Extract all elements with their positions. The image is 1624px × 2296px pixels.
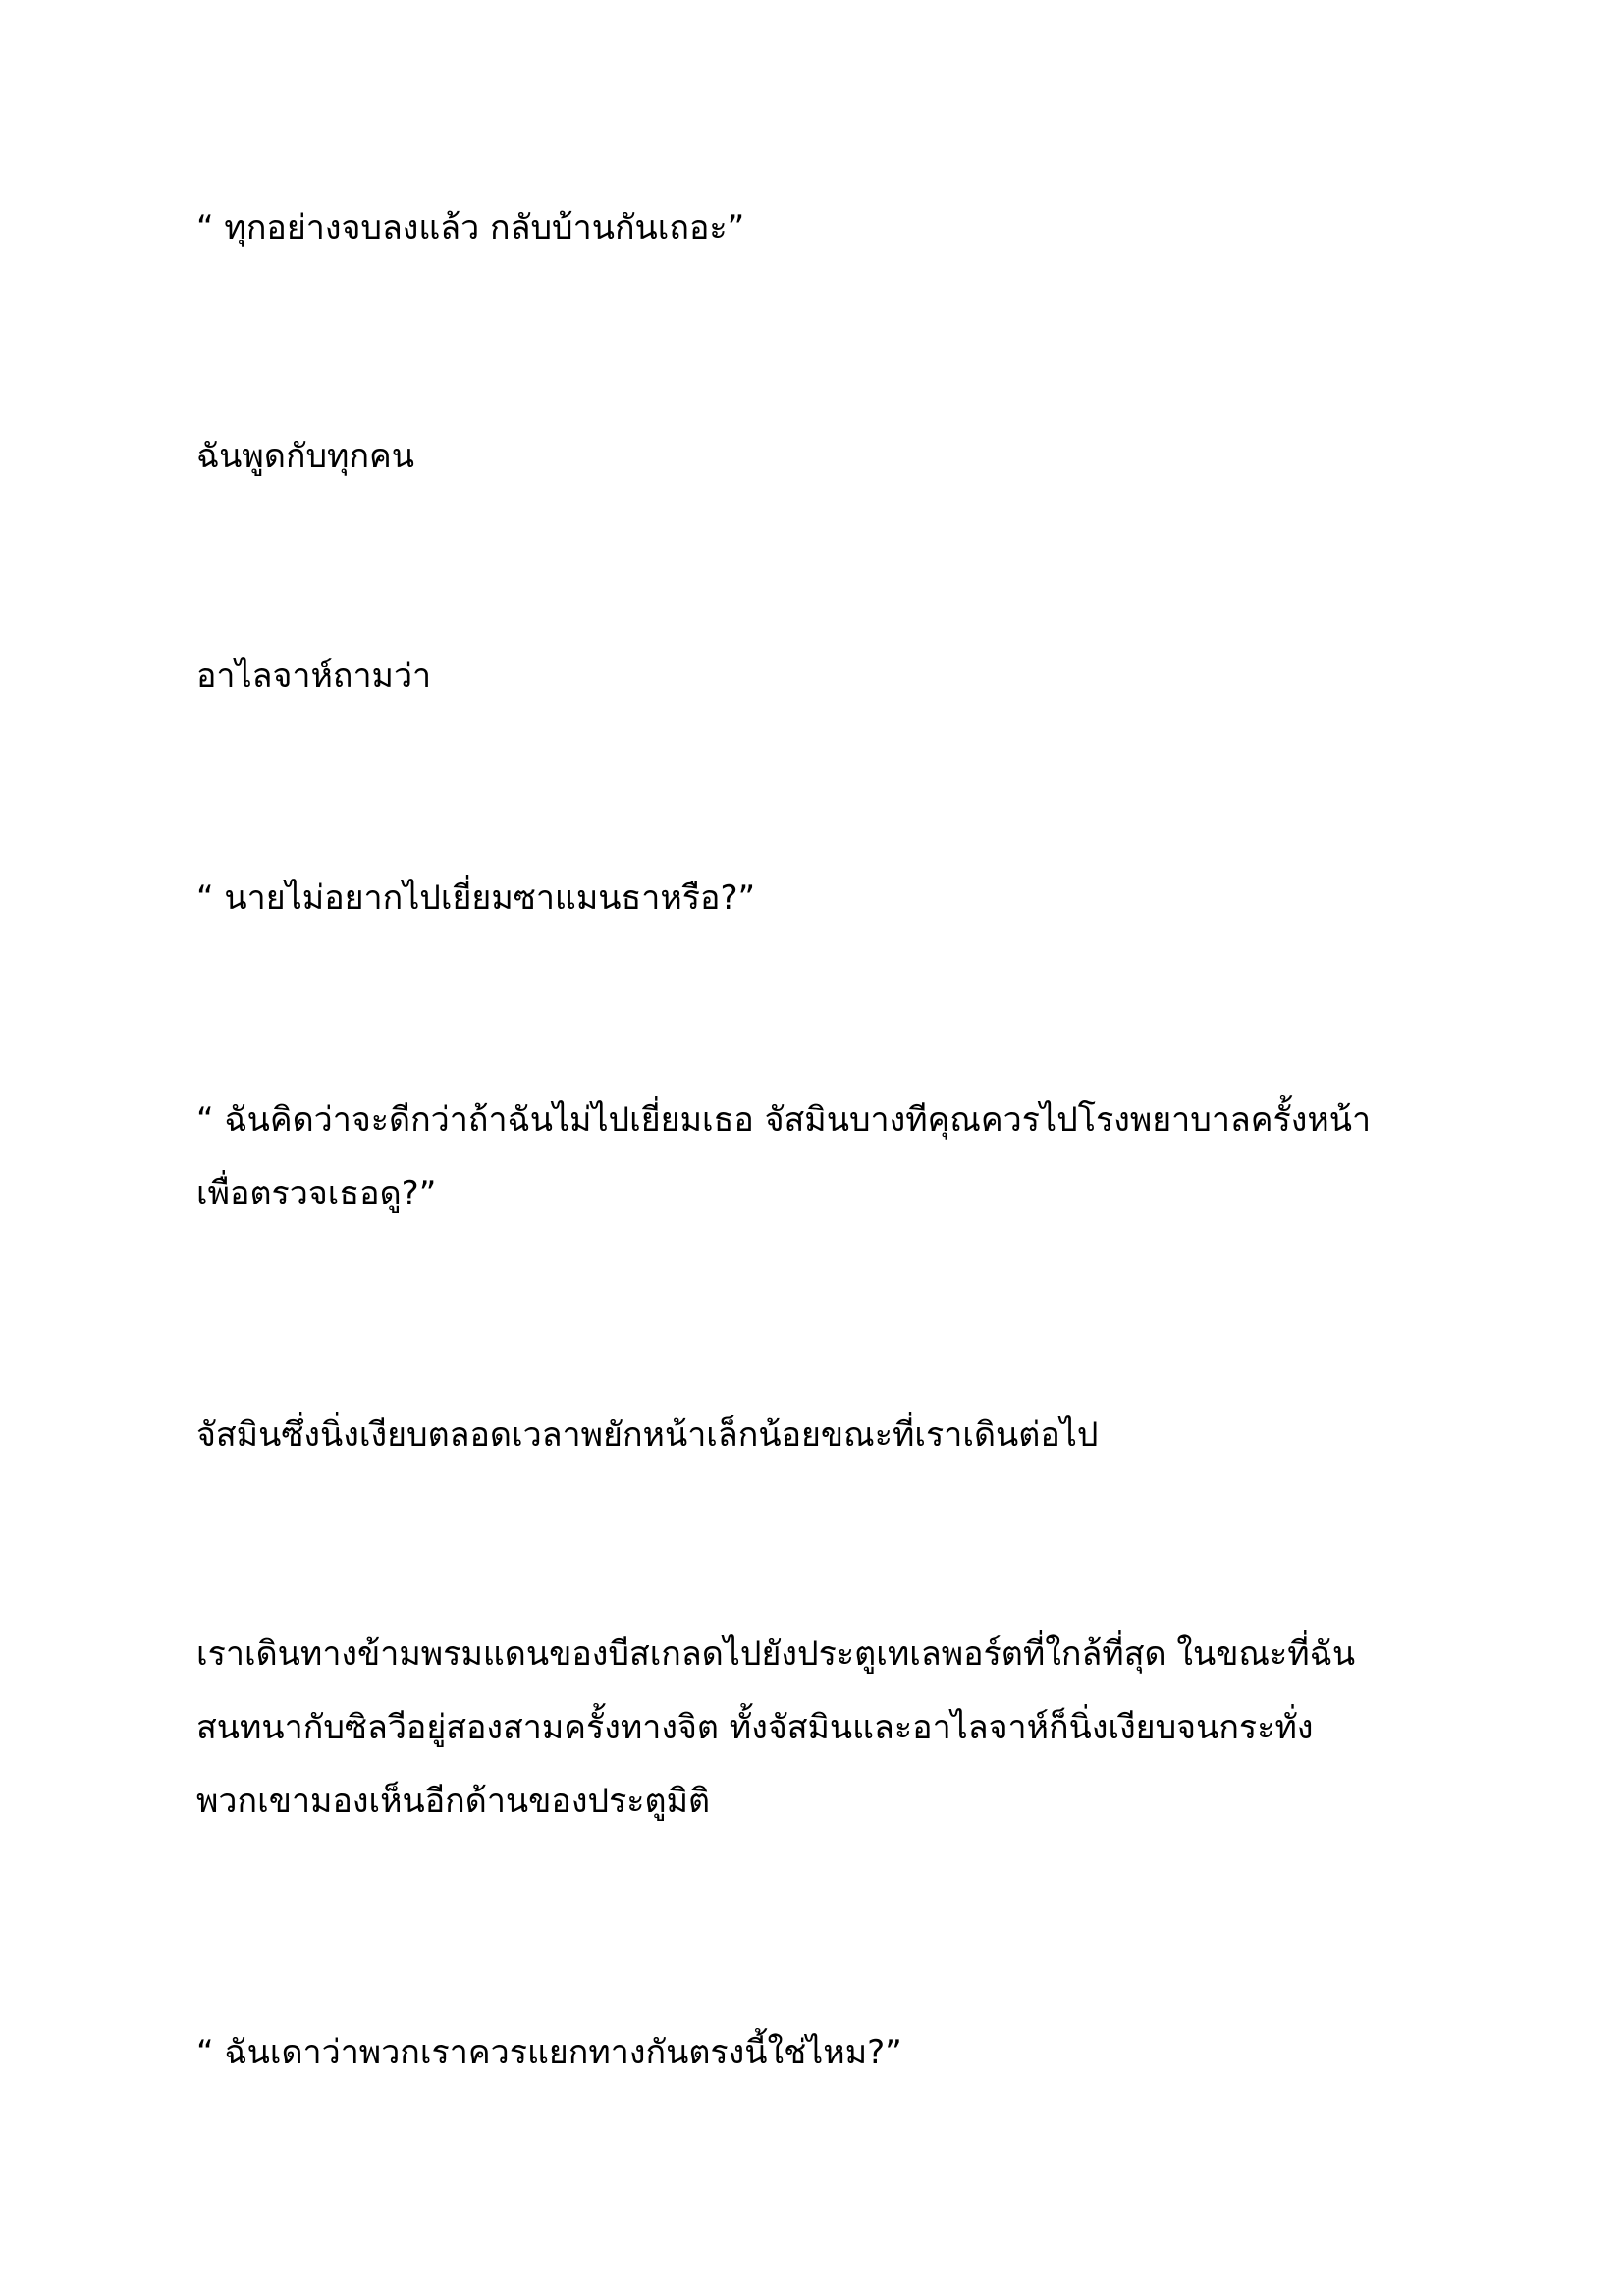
paragraph-narration bbox=[196, 420, 1443, 494]
paragraph-narration bbox=[196, 1618, 1443, 1839]
text-line: พวกเขามองเห็นอีกด้านของประตูมิติ bbox=[196, 1782, 711, 1821]
text-line: จัสมินซึ่งนิ่งเงียบตลอดเวลาพยักหน้าเล็กน้อยขณะที่เราเดินต่อไป bbox=[196, 1415, 1099, 1455]
text-line: เราเดินทางข้ามพรมแดนของบีสเกลดไปยังประตูเทเลพอร์ตที่ใกล้ที่สุด ในขณะที่ฉัน bbox=[196, 1634, 1356, 1674]
text-line: “ ทุกอย่างจบลงแล้ว กลับบ้านกันเถอะ” bbox=[196, 208, 745, 247]
text-line: สนทนากับซิลวีอยู่สองสามครั้งทางจิต ทั้งจัสมินและอาไลจาห์ก็นิ่งเงียบจนกระทั่ง bbox=[196, 1708, 1314, 1747]
paragraph-narration bbox=[196, 1399, 1443, 1472]
paragraph-dialogue-question bbox=[196, 2016, 1443, 2090]
paragraph-dialogue-question bbox=[196, 862, 1443, 935]
text-line: “ ฉันเดาว่าพวกเราควรแยกทางกันตรงนี้ใช่ไหม?” bbox=[196, 2033, 902, 2072]
paragraph-dialogue-going-home bbox=[196, 191, 1443, 265]
text-line: “ นายไม่อยากไปเยี่ยมซาแมนธาหรือ?” bbox=[196, 879, 756, 918]
text-line: ฉันพูดกับทุกคน bbox=[196, 437, 415, 476]
paragraph-narration bbox=[196, 640, 1443, 714]
text-line: เพื่อตรวจเธอดู?” bbox=[196, 1174, 437, 1213]
paragraph-dialogue-reply bbox=[196, 1084, 1443, 1231]
text-line: อาไลจาห์ถามว่า bbox=[196, 657, 432, 696]
text-line: “ ฉันคิดว่าจะดีกว่าถ้าฉันไม่ไปเยี่ยมเธอ จัสมินบางทีคุณควรไปโรงพยาบาลครั้งหน้า bbox=[196, 1100, 1372, 1140]
